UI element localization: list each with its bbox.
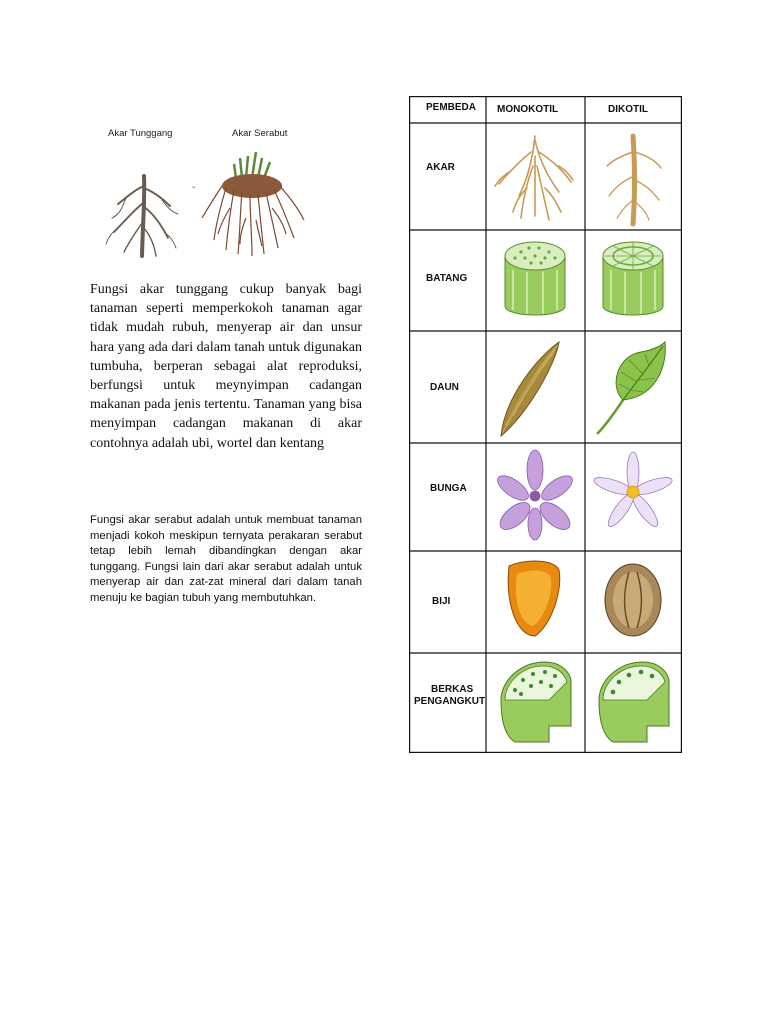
- header-pembeda: PEMBEDA: [426, 102, 477, 113]
- monocot-dicot-comparison-table: [409, 96, 682, 753]
- row-label-akar: AKAR: [426, 162, 455, 173]
- monocot-root-icon: [495, 136, 573, 220]
- taproot-label: Akar Tunggang: [108, 128, 173, 139]
- table-illustrations: [409, 96, 682, 753]
- root-types-figure: [96, 128, 312, 263]
- monocot-flower-icon: [494, 450, 577, 540]
- fibrous-root-function-paragraph: Fungsi akar serabut adalah untuk membuat tanaman menjadi kokoh meskipun ternyata perakaran serabut tetap lebih lemah dibandingkan dengan akar tunggang. Fungsi lain dari akar serabut adalah untuk menyerap air dan zat-zat mineral dari dalam tanah menuju ke bagian tubuh yang membutuhkan.: [90, 514, 362, 604]
- monocot-vascular-bundle-icon: [501, 662, 571, 742]
- dicot-leaf-icon: [597, 342, 665, 434]
- monocot-leaf-icon: [501, 342, 559, 436]
- header-monokotil: MONOKOTIL: [497, 104, 559, 115]
- dicot-flower-icon: [592, 452, 674, 530]
- header-dikotil: DIKOTIL: [608, 104, 648, 115]
- row-label-berkas: BERKAS: [431, 684, 474, 695]
- monocot-seed-icon: [508, 561, 560, 636]
- dicot-seed-icon: [605, 564, 661, 636]
- row-label-pengangkut: PENGANGKUT: [414, 696, 486, 707]
- taproot-drawing: [106, 176, 178, 256]
- monocot-stem-icon: [505, 242, 565, 315]
- dicot-root-icon: [607, 136, 661, 224]
- roots-illustration: [96, 128, 312, 263]
- row-label-biji: BIJI: [432, 596, 451, 607]
- fibrous-root-label: Akar Serabut: [232, 128, 288, 139]
- dicot-stem-icon: [603, 242, 663, 315]
- row-label-daun: DAUN: [430, 382, 459, 393]
- svg-text:-: -: [192, 182, 196, 193]
- row-label-batang: BATANG: [426, 273, 468, 284]
- dicot-vascular-bundle-icon: [599, 662, 669, 742]
- fibrous-root-drawing: [202, 152, 304, 256]
- taproot-function-paragraph: Fungsi akar tunggang cukup banyak bagi tanaman seperti memperkokoh tanaman agar tidak mudah rubuh, menyerap air dan unsur hara yang ada dari dalam tanah untuk digunakan tumbuha, berperan sebagai alat reproduksi, berfungsi untuk meynyimpan cadangan makanan pada jenis tertentu. Tanaman yang bisa menyimpan cadangan makanan di akar contohnya adalah ubi, wortel dan kentang: [90, 282, 362, 451]
- row-label-bunga: BUNGA: [430, 483, 467, 494]
